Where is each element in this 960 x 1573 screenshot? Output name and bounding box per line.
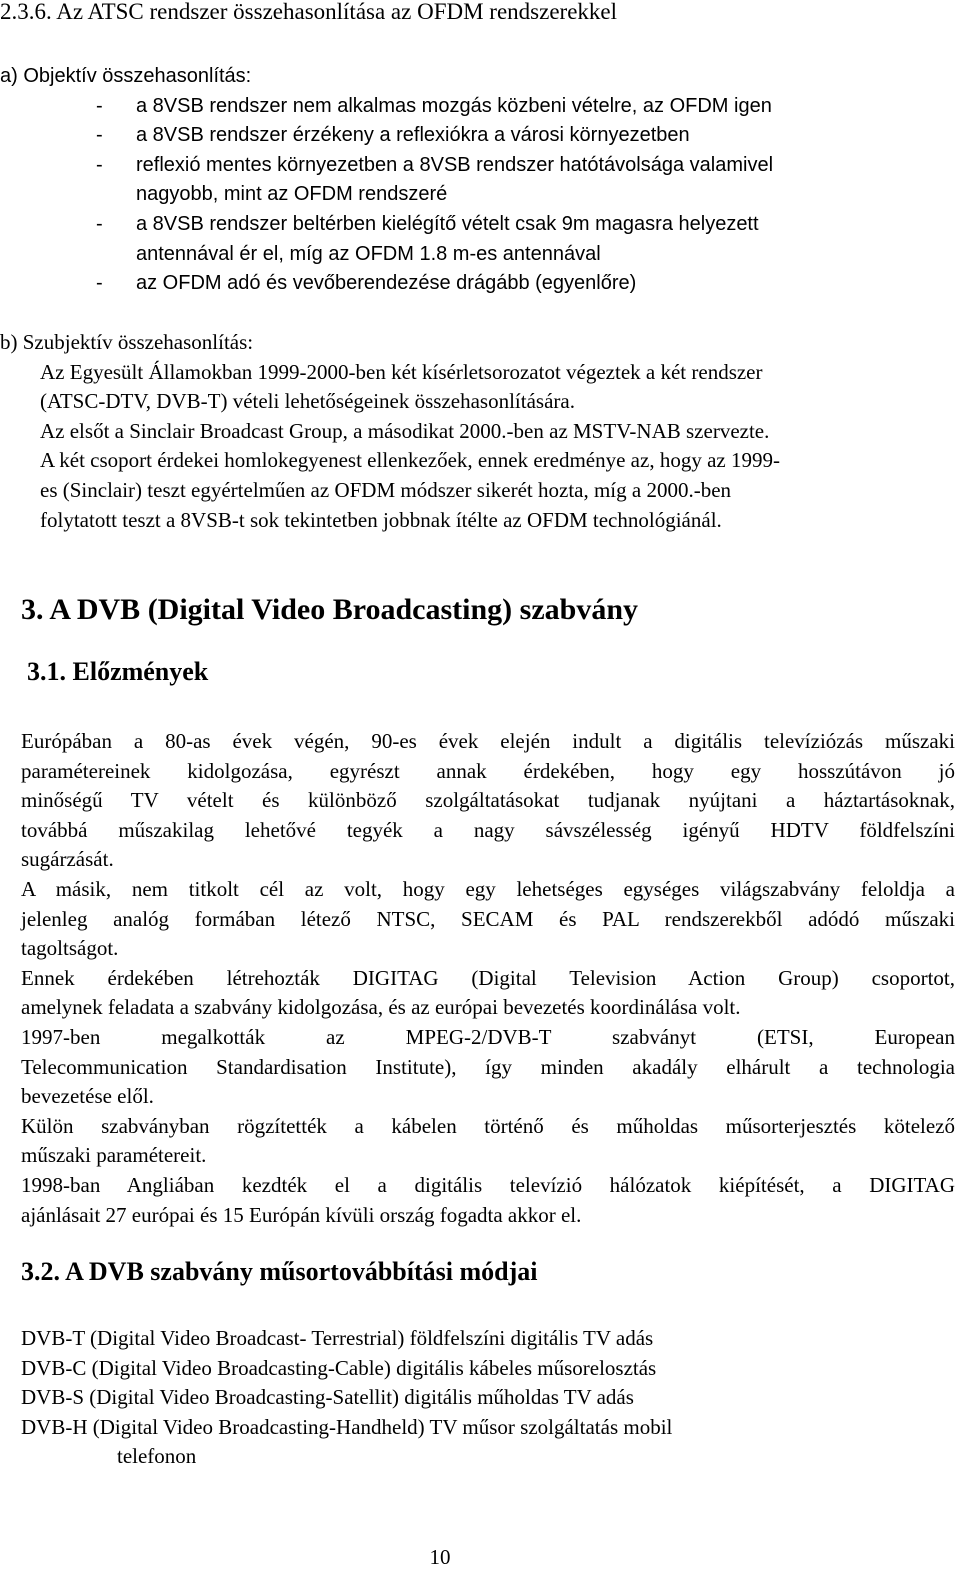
paragraph-line: bevezetése elől. — [21, 1084, 154, 1109]
subjective-heading: b) Szubjektív összehasonlítás: — [0, 330, 254, 354]
objective-heading: a) Objektív összehasonlítás: — [0, 65, 252, 87]
paragraph-line: paramétereinek kidolgozása, egyrészt annak érdekében, hogy egy hosszútávon jó — [21, 758, 955, 783]
objective-bullet-continuation: antennával ér el, míg az OFDM 1.8 m-es antennával — [136, 242, 601, 265]
objective-comparison — [0, 62, 773, 299]
paragraph-line: A másik, nem titkolt cél az volt, hogy egy lehetséges egységes világszabvány feloldja a — [21, 876, 955, 901]
list-item: DVB-H (Digital Video Broadcasting-Handheld) TV műsor szolgáltatás mobil — [21, 1414, 673, 1439]
paragraph-line: tagoltságot. — [21, 936, 119, 961]
paragraph-line: amelynek feladata a szabvány kidolgozása, és az európai bevezetés koordinálása volt. — [21, 995, 741, 1020]
page-number: 10 — [429, 1545, 451, 1569]
paragraph-line: továbbá műszakilag lehetővé tegyék a nagy sávszélesség igényű HDTV földfelszíni — [21, 817, 955, 842]
subjective-line: Az Egyesült Államokban 1999-2000-ben két kísérletsorozatot végeztek a két rendszer — [40, 359, 763, 384]
paragraph-line: Külön szabványban rögzítették a kábelen történő és műholdas műsorterjesztés kötelező — [21, 1113, 955, 1138]
objective-bullet: - a 8VSB rendszer érzékeny a reflexiókra a városi környezetben — [96, 124, 690, 147]
paragraph-line: 1997-ben megalkották az MPEG-2/DVB-T szabványt (ETSI, European — [21, 1024, 955, 1049]
paragraph-line: ajánlásait 27 európai és 15 Európán kívüli ország fogadta akkor el. — [21, 1202, 582, 1227]
paragraph-line: Telecommunication Standardisation Institute), így minden akadály elhárult a technologia — [21, 1054, 955, 1079]
list-item-continuation: telefonon — [117, 1444, 197, 1469]
dvb-modes-list — [21, 1324, 672, 1472]
objective-bullet: - reflexió mentes környezetben a 8VSB rendszer hatótávolsága valamivel — [96, 153, 774, 176]
paragraph-line: minőségű TV vételt és különböző szolgáltatásokat tudjanak nyújtani a háztartásoknak, — [21, 788, 955, 813]
list-item: DVB-C (Digital Video Broadcasting-Cable) digitális kábeles műsorelosztás — [21, 1355, 657, 1380]
subjective-line: A két csoport érdekei homlokegyenest ellenkezőek, ennek eredménye az, hogy az 1999- — [40, 448, 780, 473]
paragraph-line: jelenleg analóg formában létező NTSC, SECAM és PAL rendszerekből adódó műszaki — [21, 906, 955, 931]
section-heading-3-2: 3.2. A DVB szabvány műsortovábbítási módjai — [21, 1257, 538, 1286]
subjective-line: folytatott teszt a 8VSB-t sok tekintetben jobbnak ítélte az OFDM technológiánál. — [40, 507, 722, 532]
paragraph-line: Európában a 80-as évek végén, 90-es évek elején indult a digitális televíziózás műszaki — [21, 729, 955, 753]
subjective-line: Az elsőt a Sinclair Broadcast Group, a másodikat 2000.-ben az MSTV-NAB szervezte. — [40, 418, 770, 443]
list-item: DVB-T (Digital Video Broadcast- Terrestrial) földfelszíni digitális TV adás — [21, 1326, 654, 1350]
subjective-line: es (Sinclair) teszt egyértelműen az OFDM módszer sikerét hozta, míg a 2000.-ben — [40, 477, 732, 502]
section-heading-3: 3. A DVB (Digital Video Broadcasting) szabvány — [21, 593, 639, 626]
paragraph-line: Ennek érdekében létrehozták DIGITAG (Digital Television Action Group) csoportot, — [21, 965, 955, 990]
section-heading-2-3-6: 2.3.6. Az ATSC rendszer összehasonlítása az OFDM rendszerekkel — [0, 0, 618, 24]
paragraph-line: sugárzását. — [21, 847, 114, 872]
objective-bullet-continuation: nagyobb, mint az OFDM rendszeré — [136, 183, 448, 206]
list-item: DVB-S (Digital Video Broadcasting-Satellit) digitális műholdas TV adás — [21, 1385, 634, 1410]
subjective-line: (ATSC-DTV, DVB-T) vételi lehetőségeinek összehasonlítására. — [40, 389, 575, 414]
subjective-comparison — [0, 328, 780, 535]
objective-bullet: - az OFDM adó és vevőberendezése drágább (egyenlőre) — [96, 272, 637, 295]
section-3-1-body — [21, 727, 955, 1230]
paragraph-line: 1998-ban Angliában kezdték el a digitális televízió hálózatok kiépítését, a DIGITAG — [21, 1172, 955, 1197]
section-heading-3-1: 3.1. Előzmények — [27, 657, 209, 686]
objective-bullet: - a 8VSB rendszer nem alkalmas mozgás közbeni vételre, az OFDM igen — [96, 94, 772, 117]
objective-bullet: - a 8VSB rendszer beltérben kielégítő vételt csak 9m magasra helyezett — [96, 212, 759, 235]
paragraph-line: műszaki paramétereit. — [21, 1143, 207, 1168]
